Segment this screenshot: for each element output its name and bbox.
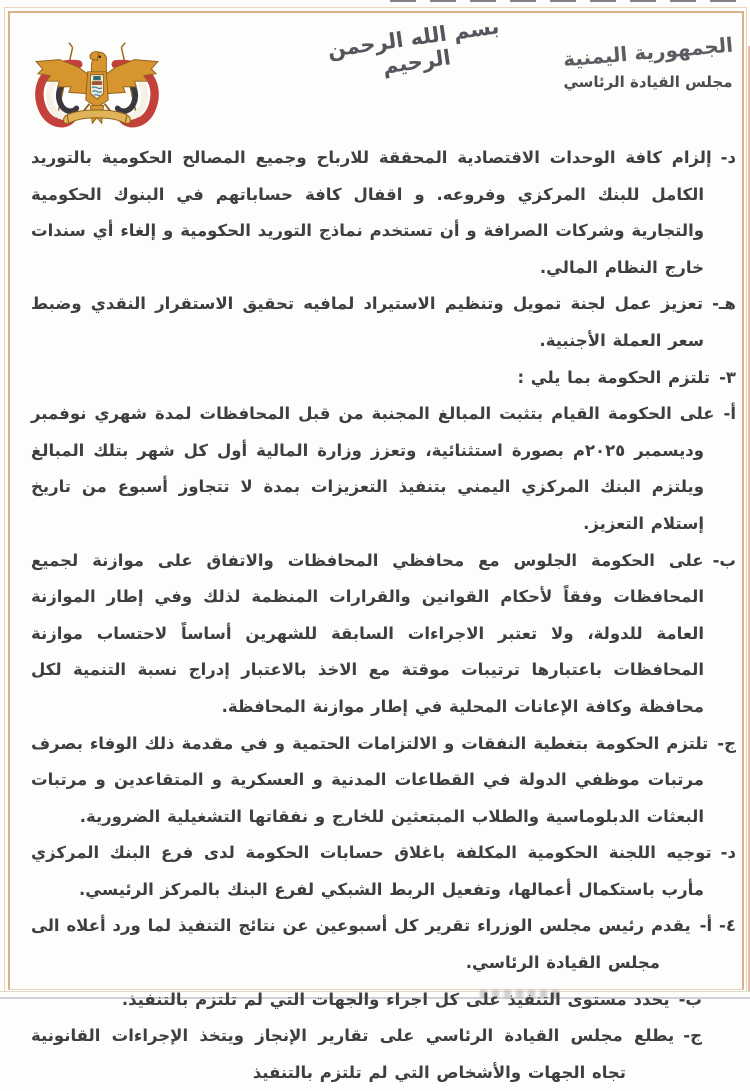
item-text: يحدد مستوى التنفيذ على كل اجراء والجهات التي لم تلتزم بالتنفيذ. [121, 989, 670, 1009]
list-item-3 [31, 360, 736, 397]
item-text: يقدم رئيس مجلس الوزراء تقرير كل أسبوعين عن نتائج التنفيذ لما ورد أعلاه الى مجلس القيادة الرئاسي. [31, 916, 691, 973]
list-item-d1 [31, 140, 736, 286]
item-marker: ج- [683, 1026, 702, 1046]
letterhead-right [558, 32, 738, 91]
item-text: إلزام كافة الوحدات الاقتصادية المحققة للارباح وجميع المصالح الحكومية بالتوريد الكامل للبنك المركزي وفروعه. و اقفال كافة حساباتهم في البنوك الحكومية والتجارية وشركات الصرافة و أن تستخدم نماذج التوريد الحكومية و إلغاء أي سندات خارج النظام المالي. [31, 148, 712, 277]
item-text: على الحكومة القيام بتثبت المبالغ المجنبة من قبل المحافظات لمدة شهري نوفمبر وديسمبر ٢٠٢٥م بصورة استثنائية، وتعزز وزارة المالية أول كل شهر بتلك المبالغ ويلتزم البنك المركزي اليمني بتنفيذ التعزيزات بمدة لا تتجاوز أسبوع من تاريخ إستلام التعزيز. [31, 404, 715, 533]
item-marker: ب- [712, 550, 736, 570]
list-item-4b [31, 982, 702, 1019]
item-marker: د- [720, 843, 736, 863]
list-item-4a [31, 908, 736, 981]
bismillah-calligraphy: بسم الله الرحمن الرحيم [326, 14, 501, 79]
list-item-4j [31, 1018, 702, 1091]
item-text: تلتزم الحكومة بما يلي : [517, 367, 711, 387]
item-marker: أ- [723, 404, 736, 424]
list-item-a [31, 396, 736, 542]
item-text: على الحكومة الجلوس مع محافظي المحافظات والاتفاق على موازنة لجميع المحافظات وفقاً لأحكام القوانين والقرارات المنظمة لذلك وفي إطار الموازنة العامة للدولة، ولا تعتبر الاجراءات السابقة للشهرين أساساً لاحتساب موازنة المحافظات باعتبارها ترتيبات موقتة مع الاخذ بالاعتبار إدراج نسبة التنمية لكل محافظة وكافة الإعانات المحلية في إطار موازنة المحافظة. [31, 550, 704, 716]
item-marker: ج- [717, 733, 736, 753]
item-marker: ٣- [719, 367, 736, 387]
country-name-calligraphy: الجمهورية اليمنية [562, 32, 734, 72]
item-text: توجيه اللجنة الحكومية المكلفة باغلاق حسابات الحكومة لدى فرع البنك المركزي مأرب باستكمال أعمالها، وتفعيل الربط الشبكي لفرع البنك بالمركز الرئيسي. [31, 843, 712, 899]
item-marker: هـ- [712, 294, 736, 314]
scan-edge-top [390, 0, 750, 2]
item-marker: د- [720, 148, 736, 167]
list-item-b [31, 543, 736, 726]
list-item-j [31, 726, 736, 836]
item-marker: ٤- أ- [699, 916, 736, 936]
council-name: مجلس القيادة الرئاسي [563, 73, 733, 91]
list-item-h [31, 286, 736, 359]
item-text: تلتزم الحكومة بتغطية النفقات و الالتزامات الحتمية و في مقدمة ذلك الوفاء بصرف مرتبات موظفي الدولة في القطاعات المدنية و العسكرية و المتقاعدين و مرتبات البعثات الدبلوماسية والطلاب المبتعثين للخارج و نفقاتها التشغيلية الضرورية. [31, 733, 709, 826]
list-item-d2 [31, 835, 736, 908]
yemen-coat-of-arms-icon [22, 30, 172, 138]
item-marker: ب- [678, 989, 702, 1009]
item-text: يطلع مجلس القيادة الرئاسي على تقارير الإنجاز ويتخذ الإجراءات القانونية تجاه الجهات والأشخاص التي لم تلتزم بالتنفيذ [31, 1026, 675, 1082]
item-text: تعزيز عمل لجنة تمويل وتنظيم الاستيراد لمافيه تحقيق الاستقرار النقدي وضبط سعر العملة الأجنبية. [31, 294, 704, 350]
document-body [31, 140, 736, 1091]
